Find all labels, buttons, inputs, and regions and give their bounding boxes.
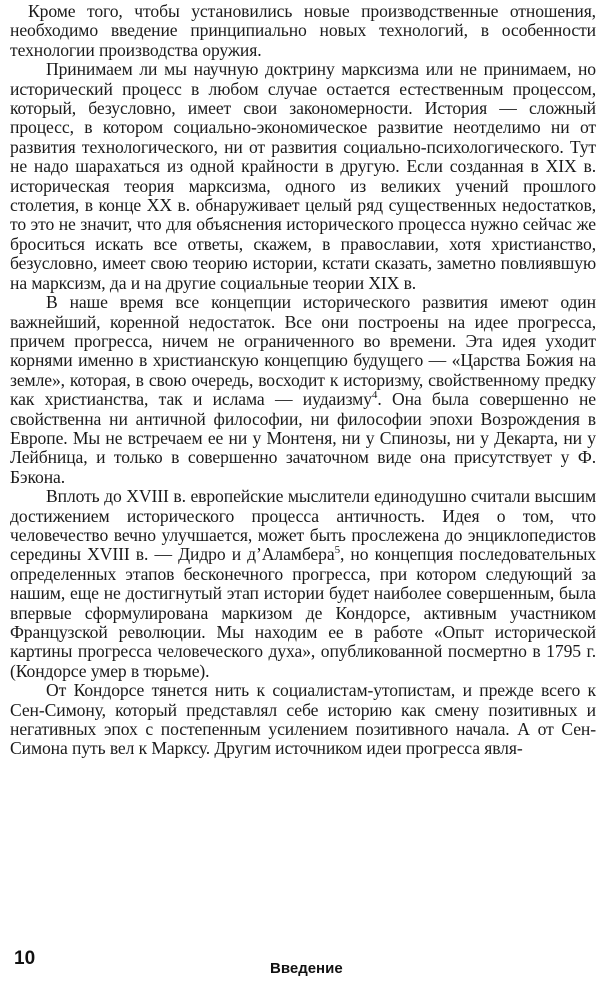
paragraph-text: . Она была совершенно не свойственна ни античной философии, ни философии эпохи Возрождения в Европе. Мы не встречаем ее ни у Монтеня, ни у Спинозы, ни у Декарта, ни у Лейбница, и только в совершенно зачаточном виде она присутствует у Ф. Бэкона. — [10, 389, 596, 487]
paragraph-1 — [10, 2, 596, 60]
paragraph-text: Принимаем ли мы научную доктрину марксизма или не принимаем, но исторический процесс в любом случае остается естественным процессом, который, безусловно, имеет свои закономерности. История — сложный процесс, в котором социально-экономическое развитие неотделимо ни от развития технологического, ни от развития социально-психологического. Тут не надо шарахаться из одной крайности в другую. Если созданная в XIX в. историческая теория марксизма, одного из великих учений прошлого столетия, в конце XX в. обнаруживает целый ряд существенных недостатков, то это не значит, что для объяснения исторического процесса нужно сейчас же броситься искать все ответы, скажем, в православии, хотя христианство, безусловно, имеет свою теорию истории, кстати сказать, заметно повлиявшую на марксизм, да и на другие социальные теории XIX в. — [10, 59, 596, 293]
paragraph-text: , но концепция последовательных определенных этапов бесконечного прогресса, при котором следующий за нашим, еще не достигнутый этап истории будет наиболее совершенным, была впервые сформулирована маркизом де Кондорсе, активным участником Французской революции. Мы находим ее в работе «Опыт исторической картины прогресса человеческого духа», опубликованной посмертно в 1795 г. (Кондорсе умер в тюрьме). — [10, 544, 596, 681]
paragraph-2 — [10, 60, 596, 293]
page-number: 10 — [14, 948, 36, 969]
page-body — [10, 2, 596, 759]
paragraph-text: В наше время все концепции исторического развития имеют один важнейший, коренной недостаток. Все они построены на идее прогресса, причем прогресса, ничем не ограниченного во времени. Эта идея уходит корнями именно в христианскую концепцию будущего — «Царства Божия на земле», которая, в свою очередь, восходит к историзму, свойственному предку как христианства, так и ислама — иудаизму — [10, 292, 596, 410]
paragraph-text: Кроме того, чтобы установились новые производственные отношения, необходимо введение принципиально новых технологий, в особенности технологии производства оружия. — [10, 1, 596, 60]
footnote-ref-4[interactable]: 4 — [371, 389, 378, 402]
paragraph-4 — [10, 487, 596, 681]
paragraph-3 — [10, 293, 596, 487]
paragraph-5 — [10, 681, 596, 759]
paragraph-text: От Кондорсе тянется нить к социалистам-утопистам, и прежде всего к Сен-Симону, который представлял себе историю как смену позитивных и негативных эпох с постепенным усилением позитивного начала. А от Сен-Симона путь вел к Марксу. Другим источником идеи прогресса явля- — [10, 680, 596, 759]
running-title: Введение — [270, 960, 343, 977]
footnote-ref-5[interactable]: 5 — [334, 544, 340, 557]
paragraph-text: Вплоть до XVIII в. европейские мыслители единодушно считали высшим достижением исторического процесса античность. Идея о том, что человечество вечно улучшается, может быть прослежена до энциклопедистов середины XVIII в. — Дидро и д’Аламбера — [10, 486, 596, 565]
page-footer — [0, 948, 603, 988]
